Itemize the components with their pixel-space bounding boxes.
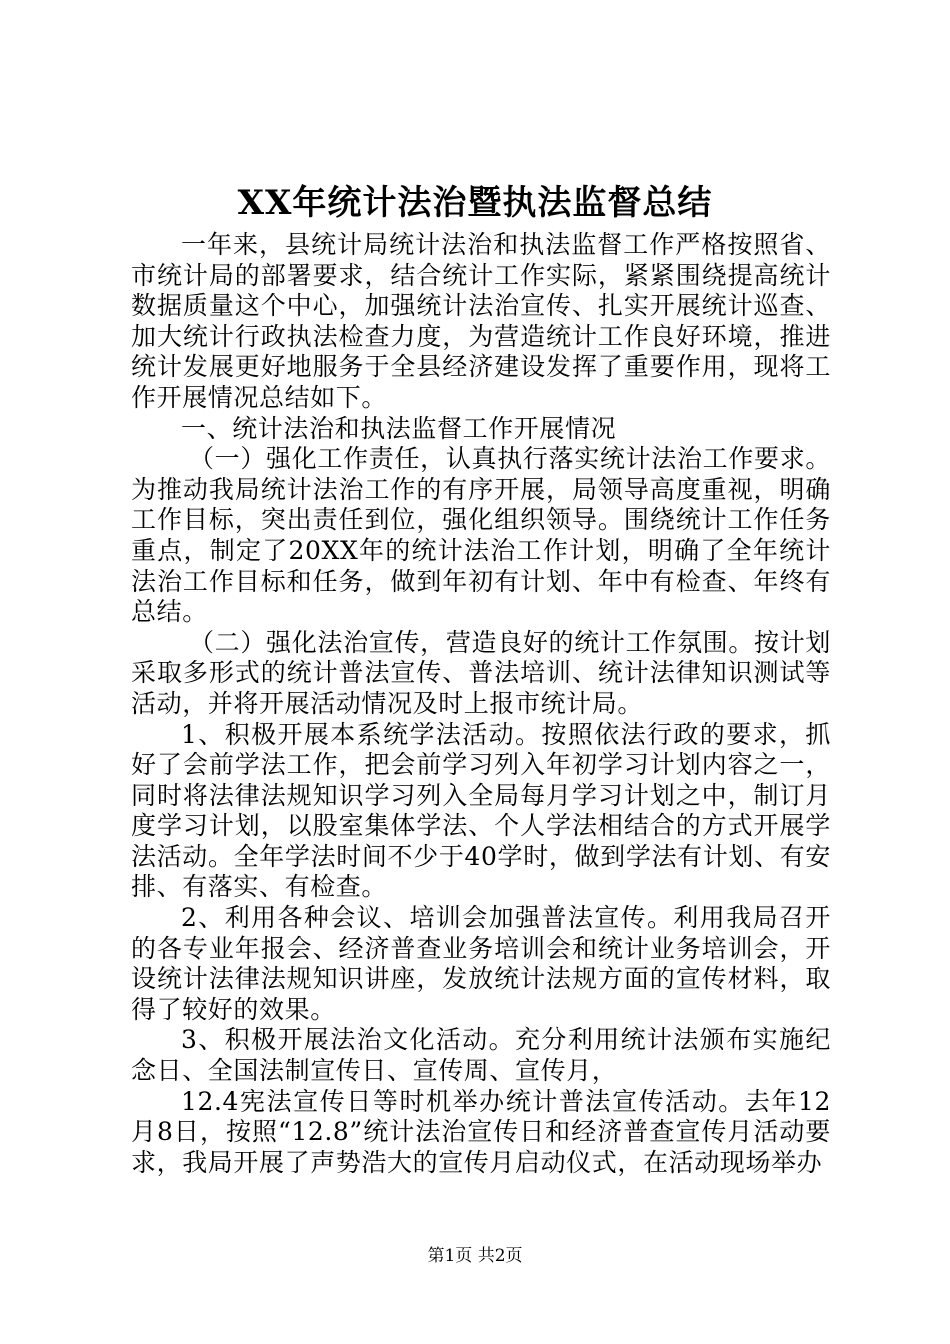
section-heading: 一、统计法治和执法监督工作开展情况 bbox=[181, 413, 617, 443]
document-title: XX年统计法治暨执法监督总结 bbox=[237, 183, 713, 223]
item-3-paragraph: 3、积极开展法治文化活动。充分利用统计法颁布实施纪念日、全国法制宣传日、宣传周、宣传月， bbox=[131, 1025, 831, 1086]
intro-paragraph: 一年来，县统计局统计法治和执法监督工作严格按照省、市统计局的部署要求，结合统计工作实际，紧紧围绕提高统计数据质量这个中心，加强统计法治宣传、扎实开展统计巡查、加大统计行政执法检查力度，为营造统计工作良好环境，推进统计发展更好地服务于全县经济建设发挥了重要作用，现将工作开展情况总结如下。 bbox=[131, 230, 831, 412]
continuation-paragraph: 12.4宪法宣传日等时机举办统计普法宣传活动。去年12月8日，按照“12.8”统计法治宣传日和经济普查宣传月活动要求，我局开展了声势浩大的宣传月启动仪式，在活动现场举办 bbox=[131, 1086, 831, 1177]
subsection-2-paragraph: （二）强化法治宣传，营造良好的统计工作氛围。按计划采取多形式的统计普法宣传、普法培训、统计法律知识测试等活动，并将开展活动情况及时上报市统计局。 bbox=[131, 627, 831, 718]
item-2-paragraph: 2、利用各种会议、培训会加强普法宣传。利用我局召开的各专业年报会、经济普查业务培训会和统计业务培训会，开设统计法律法规知识讲座，发放统计法规方面的宣传材料，取得了较好的效果。 bbox=[131, 903, 831, 1024]
page-number-footer: 第1页 共2页 bbox=[427, 1246, 523, 1266]
subsection-1-paragraph: （一）强化工作责任，认真执行落实统计法治工作要求。为推动我局统计法治工作的有序开展，局领导高度重视，明确工作目标，突出责任到位，强化组织领导。围绕统计工作任务重点，制定了20XX年的统计法治工作计划，明确了全年统计法治工作目标和任务，做到年初有计划、年中有检查、年终有总结。 bbox=[131, 444, 831, 627]
document-body bbox=[131, 230, 831, 1178]
item-1-paragraph: 1、积极开展本系统学法活动。按照依法行政的要求，抓好了会前学法工作，把会前学习列入年初学习计划内容之一，同时将法律法规知识学习列入全局每月学习计划之中，制订月度学习计划，以股室集体学法、个人学法相结合的方式开展学法活动。全年学法时间不少于40学时，做到学法有计划、有安排、有落实、有检查。 bbox=[131, 719, 831, 902]
